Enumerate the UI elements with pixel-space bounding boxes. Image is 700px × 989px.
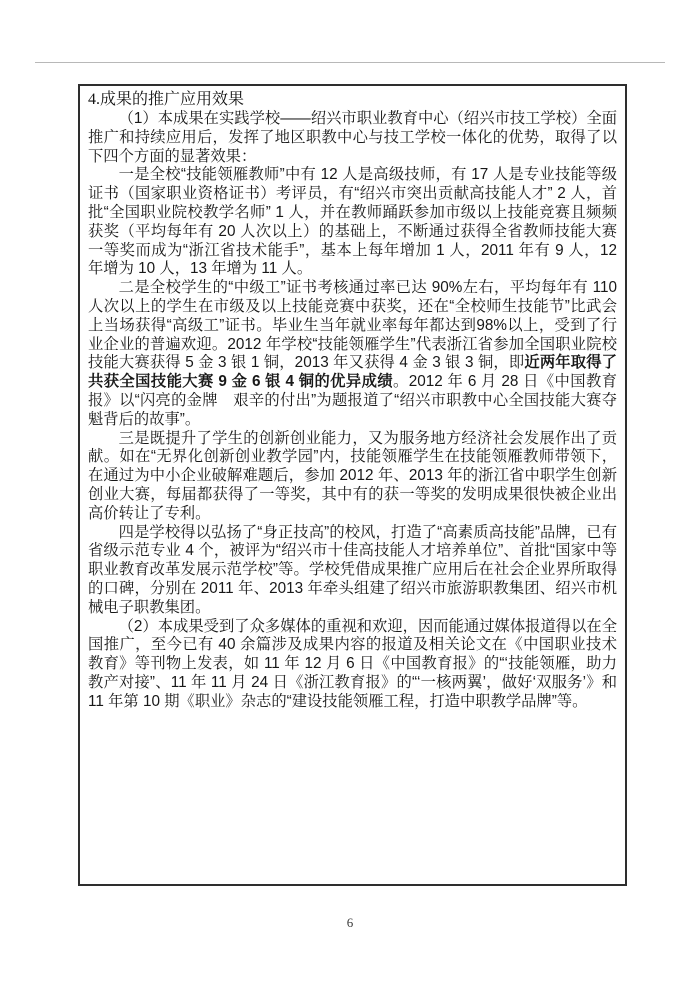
paragraph — [88, 618, 617, 712]
section-title: 4.成果的推广应用效果 — [88, 91, 245, 108]
paragraph — [88, 279, 617, 429]
text-segment: （1）本成果在实践学校——绍兴市职业教育中心（绍兴市技工学校）全面推广和持续应用后，发挥了地区职教中心与技工学校一体化的优势，取得了以下四个方面的显著效果： — [88, 110, 617, 165]
paragraph — [88, 166, 617, 279]
text-segment: 。2012 年 6 月 28 日《中国教育报》以“闪亮的金牌 艰辛的付出”为题报道了“绍兴市职教中心全国技能大赛夺魁背后的故事”。 — [88, 373, 617, 428]
text-segment: 四是学校得以弘扬了“身正技高”的校风，打造了“高素质高技能”品牌，已有省级示范专业 4 个，被评为“绍兴市十佳高技能人才培养单位”、首批“国家中等职业教育改革发展示范学校”等。学校凭借成果推广应用后在社会企业界所取得的口碑，分别在 2011 年、2013 年牵头组建了绍兴市旅游职教集团、绍兴市机械电子职教集团。 — [88, 523, 617, 616]
paragraph — [88, 430, 617, 524]
bold-text-segment: 近两年取得了共获全国技能大赛 9 金 6 银 4 铜的优异成绩 — [88, 354, 617, 391]
content-table-cell — [78, 84, 627, 886]
text-segment: 一是全校“技能领雁教师”中有 12 人是高级技师，有 17 人是专业技能等级证书（国家职业资格证书）考评员，有“绍兴市突出贡献高技能人才” 2 人，首批“全国职业院校教学名师” 1 人，并在教师踊跃参加市级以上技能竞赛且频频获奖（平均每年有 20 人次以上）的基础上，不断通过获得全省教师技能大赛一等奖而成为“浙江省技术能手”，基本上每年增加 1 人，2011 年有 9 人，12 年增为 10 人，13 年增为 11 人。 — [88, 166, 617, 278]
paragraph — [88, 110, 617, 166]
document-body — [88, 110, 617, 712]
text-segment: 二是全校学生的“中级工”证书考核通过率已达 90%左右，平均每年有 110 人次以上的学生在市级及以上技能竞赛中获奖，还在“全校师生技能节”比武会上当场获得“高级工”证书。毕业生当年就业率每年都达到98%以上，受到了行业企业的普遍欢迎。2012 年学校“技能领雁学生”代表浙江省参加全国职业院校技能大赛获得 5 金 3 银 1 铜，2013 年又获得 4 金 3 银 3 铜，即 — [88, 279, 617, 372]
text-segment: （2）本成果受到了众多媒体的重视和欢迎，因而能通过媒体报道得以在全国推广，至今已有 40 余篇涉及成果内容的报道及相关论文在《中国职业技术教育》等刊物上发表，如 11 年 12 月 6 日《中国教育报》的“‘技能领雁，助力教产对接”、11 年 11 月 24 日《浙江教育报》的“‘一核两翼’，做好‘双服务’》和 11 年第 10 期《职业》杂志的“建设技能领雁工程，打造中职教学品牌”等。 — [88, 617, 617, 710]
paragraph — [88, 524, 617, 618]
page-top-rule — [35, 62, 665, 63]
text-segment: 三是既提升了学生的创新创业能力，又为服务地方经济社会发展作出了贡献。如在“无界化创新创业教学园”内，技能领雁学生在技能领雁教师带领下，在通过为中小企业破解难题后，参加 2012 年、2013 年的浙江省中职学生创新创业大赛，每届都获得了一等奖，其中有的获一等奖的发明成果很快被企业出高价转让了专利。 — [88, 429, 617, 522]
page-number: 6 — [346, 915, 354, 930]
